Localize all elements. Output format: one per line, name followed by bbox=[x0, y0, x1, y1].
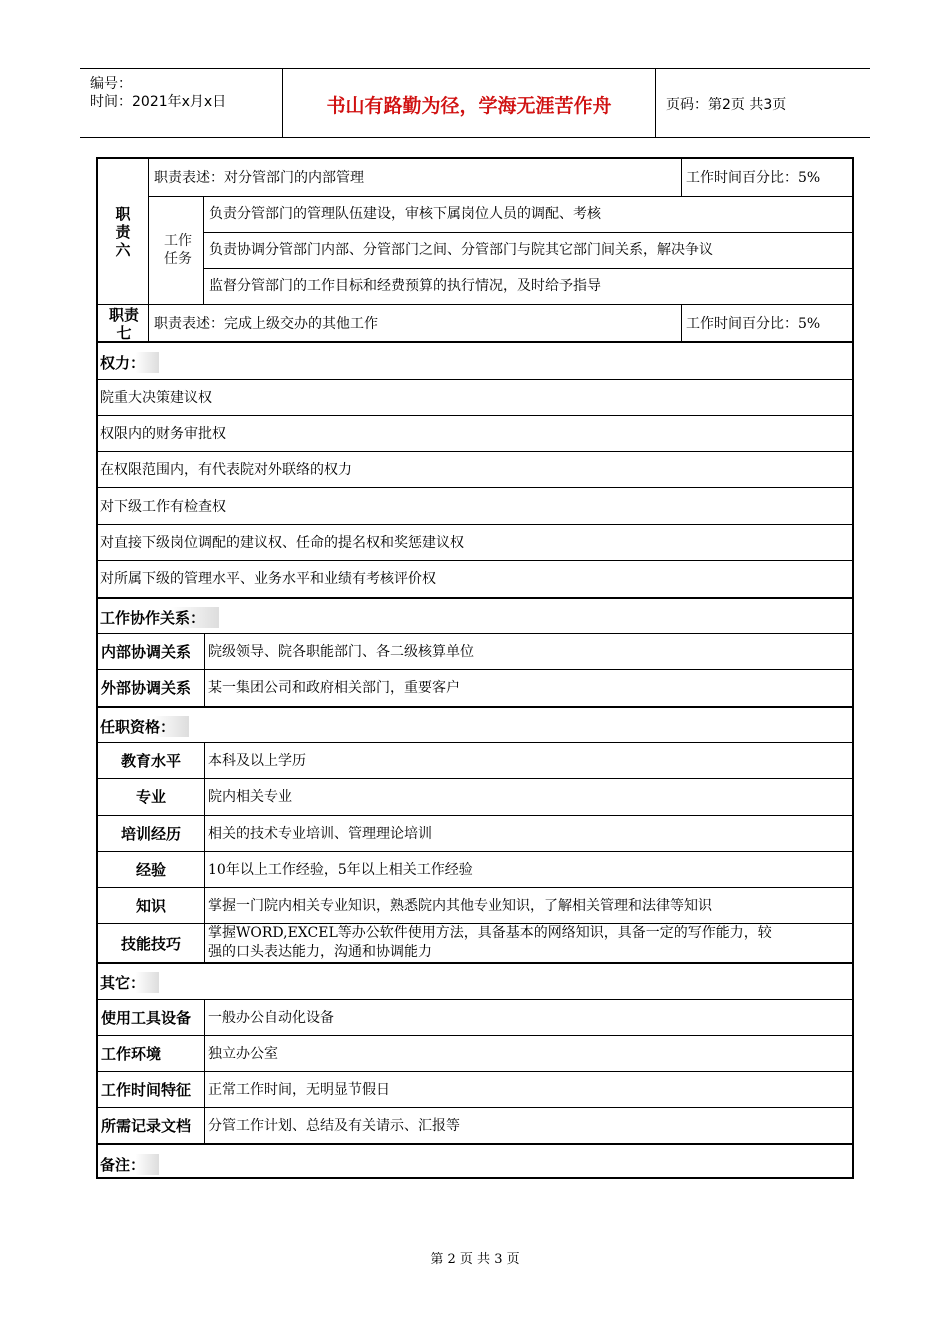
major-label: 专业 bbox=[135, 788, 166, 806]
internal-relations-value: 院级领导、院各职能部门、各二级核算单位 bbox=[208, 644, 474, 660]
qualification-title: 任职资格： bbox=[100, 716, 189, 737]
work-time-value: 正常工作时间，无明显节假日 bbox=[208, 1082, 390, 1098]
duty6-statement: 职责表述：对分管部门的内部管理 bbox=[154, 170, 364, 186]
knowledge-value: 掌握一门院内相关专业知识，熟悉院内其他专业知识，了解相关管理和法律等知识 bbox=[208, 898, 712, 914]
tools-value: 一般办公自动化设备 bbox=[208, 1010, 334, 1026]
power-item: 院重大决策建议权 bbox=[100, 390, 212, 406]
power-item: 在权限范围内，有代表院对外联络的权力 bbox=[100, 462, 352, 478]
other-title: 其它： bbox=[100, 972, 159, 993]
duty7-statement: 职责表述：完成上级交办的其他工作 bbox=[154, 316, 378, 332]
records-label: 所需记录文档 bbox=[101, 1117, 192, 1135]
experience-label: 经验 bbox=[135, 861, 166, 879]
external-relations-value: 某一集团公司和政府相关部门，重要客户 bbox=[208, 680, 460, 696]
skills-value: 掌握WORD,EXCEL等办公软件使用方法，具备基本的网络知识，具备一定的写作能力，较 bbox=[208, 925, 772, 941]
duty6-label: 职责六 bbox=[115, 205, 131, 259]
duty6-task: 负责分管部门的管理队伍建设，审核下属岗位人员的调配、考核 bbox=[209, 206, 601, 222]
experience-value: 10年以上工作经验，5年以上相关工作经验 bbox=[208, 862, 473, 878]
power-title: 权力： bbox=[100, 352, 159, 373]
power-item: 对下级工作有检查权 bbox=[100, 499, 226, 515]
power-item: 权限内的财务审批权 bbox=[100, 426, 226, 442]
internal-relations-label: 内部协调关系 bbox=[101, 643, 192, 661]
duty7-percent: 工作时间百分比：5% bbox=[686, 316, 821, 332]
duty6-task: 负责协调分管部门内部、分管部门之间、分管部门与院其它部门间关系，解决争议 bbox=[209, 242, 713, 258]
header-motto-cell bbox=[282, 69, 656, 137]
knowledge-label: 知识 bbox=[135, 897, 166, 915]
power-item: 对所属下级的管理水平、业务水平和业绩有考核评价权 bbox=[100, 571, 436, 587]
records-value: 分管工作计划、总结及有关请示、汇报等 bbox=[208, 1118, 460, 1134]
education-label: 教育水平 bbox=[120, 752, 181, 770]
skills-label: 技能技巧 bbox=[120, 935, 181, 953]
training-value: 相关的技术专业培训、管理理论培训 bbox=[208, 826, 432, 842]
date-label: 时间：2021年x月x日 bbox=[90, 94, 227, 110]
duty7-label: 职责七 bbox=[108, 306, 139, 342]
header-meta bbox=[80, 69, 282, 137]
major-value: 院内相关专业 bbox=[208, 789, 292, 805]
header-page-cell bbox=[656, 69, 870, 137]
page-footer: 第 2 页 共 3 页 bbox=[430, 1252, 520, 1267]
page-label: 页码：第2页 共3页 bbox=[666, 97, 787, 113]
motto: 书山有路勤为径，学海无涯苦作舟 bbox=[326, 95, 612, 117]
work-time-label: 工作时间特征 bbox=[101, 1081, 192, 1099]
duty6-task: 监督分管部门的工作目标和经费预算的执行情况，及时给予指导 bbox=[209, 278, 601, 294]
duty6-percent: 工作时间百分比：5% bbox=[686, 170, 821, 186]
external-relations-label: 外部协调关系 bbox=[101, 679, 192, 697]
education-value: 本科及以上学历 bbox=[208, 753, 306, 769]
duty6-task-label: 工作任务 bbox=[164, 233, 192, 267]
remarks-title: 备注： bbox=[100, 1154, 159, 1175]
environment-value: 独立办公室 bbox=[208, 1046, 278, 1062]
environment-label: 工作环境 bbox=[101, 1045, 162, 1063]
job-description-table bbox=[96, 157, 854, 1179]
number-label: 编号： bbox=[90, 76, 132, 92]
training-label: 培训经历 bbox=[120, 825, 181, 843]
page-header bbox=[80, 68, 870, 138]
skills-value-line2: 强的口头表达能力，沟通和协调能力 bbox=[208, 944, 432, 960]
tools-label: 使用工具设备 bbox=[101, 1009, 192, 1027]
power-item: 对直接下级岗位调配的建议权、任命的提名权和奖惩建议权 bbox=[100, 535, 464, 551]
relations-title: 工作协作关系： bbox=[100, 607, 219, 628]
